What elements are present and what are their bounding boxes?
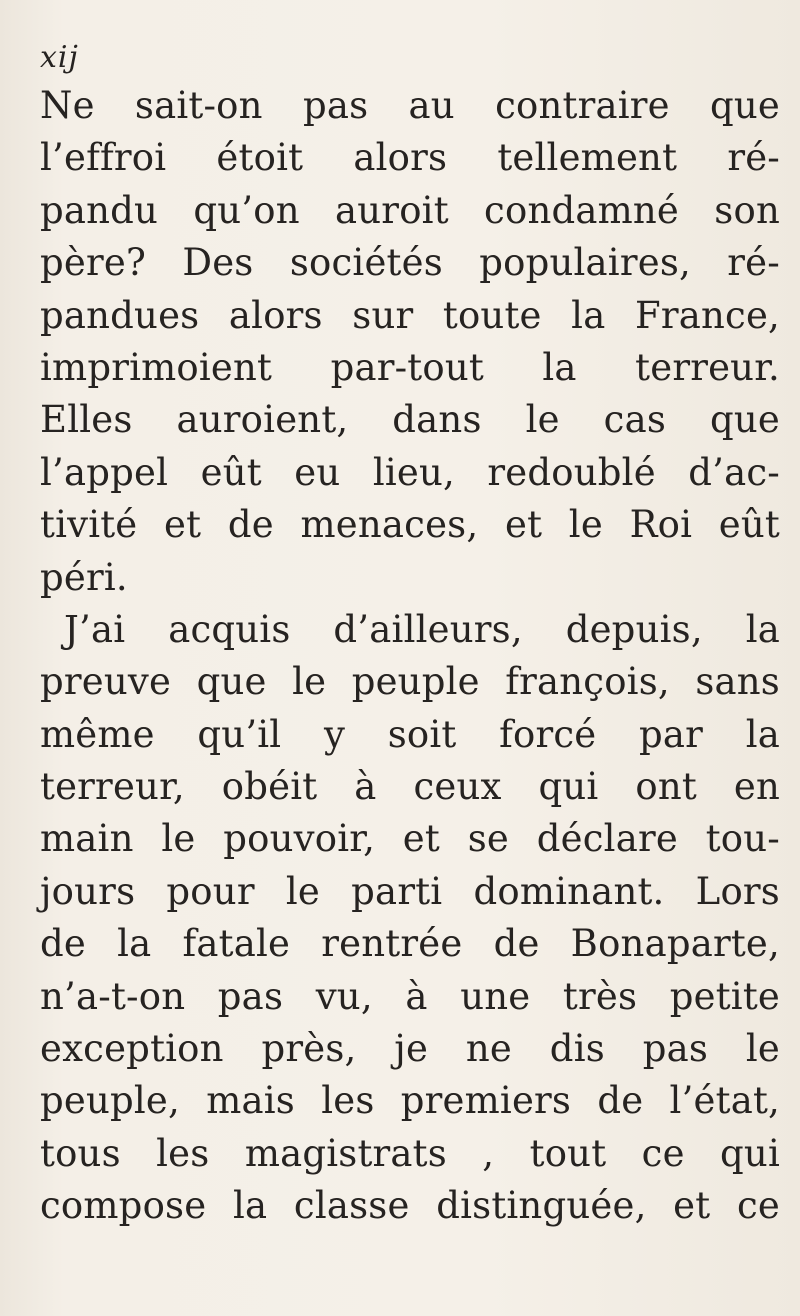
text-line: même qu’il y soit forcé par la: [40, 712, 780, 756]
text-line: père? Des sociétés populaires, ré-: [40, 241, 780, 285]
text-line: Ne sait-on pas au contraire que: [40, 84, 780, 127]
text-line: J’ai acquis d’ailleurs, depuis, la: [64, 607, 780, 651]
page-number: xij: [40, 40, 79, 75]
text-line: pandu qu’on auroit condamné son: [40, 188, 780, 232]
text-line: jours pour le parti dominant. Lors: [40, 869, 780, 913]
text-line: main le pouvoir, et se déclare tou-: [40, 817, 780, 861]
text-line: peuple, mais les premiers de l’état,: [40, 1079, 780, 1123]
text-line: preuve que le peuple françois, sans: [40, 660, 780, 704]
text-line: compose la classe distinguée, et ce: [40, 1184, 780, 1228]
text-line: péri.: [40, 555, 128, 599]
text-line: de la fatale rentrée de Bonaparte,: [40, 922, 780, 966]
text-line: tous les magistrats , tout ce qui: [40, 1131, 780, 1175]
text-line: n’a-t-on pas vu, à une très petite: [40, 974, 780, 1018]
text-line: terreur, obéit à ceux qui ont en: [40, 765, 780, 809]
text-line: tivité et de menaces, et le Roi eût: [40, 503, 780, 547]
text-line: imprimoient par-tout la terreur.: [40, 345, 780, 389]
body-text: [40, 80, 780, 1233]
text-line: l’appel eût eu lieu, redoublé d’ac-: [40, 450, 780, 494]
text-line: pandues alors sur toute la France,: [40, 293, 780, 337]
text-line: l’effroi étoit alors tellement ré-: [40, 136, 780, 180]
text-line: exception près, je ne dis pas le: [40, 1027, 780, 1071]
text-line: Elles auroient, dans le cas que: [40, 398, 780, 442]
